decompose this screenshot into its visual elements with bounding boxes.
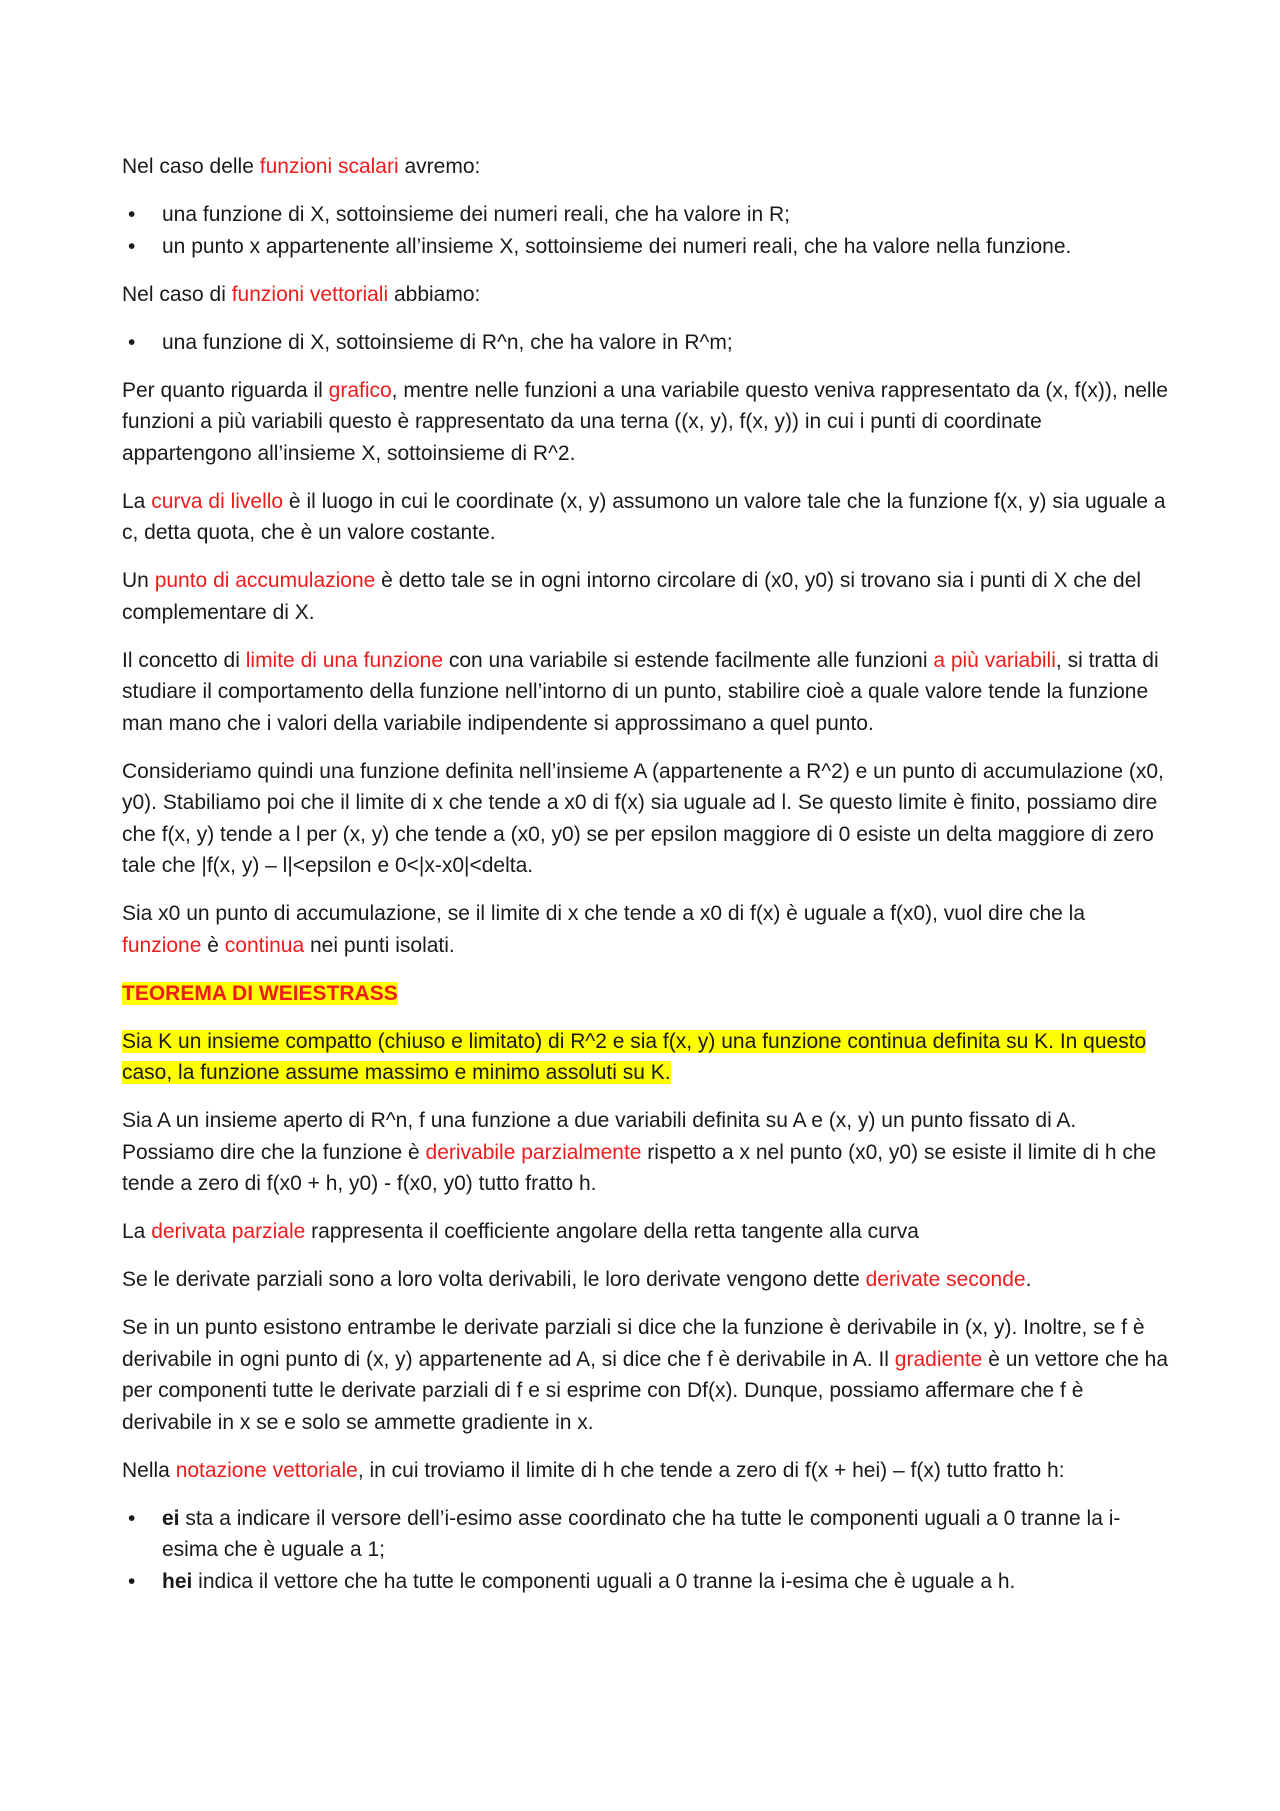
list-item: • hei indica il vettore che ha tutte le componenti uguali a 0 tranne la i-esima che è uguale a h. [122, 1566, 1170, 1598]
list-item: • una funzione di X, sottoinsieme dei numeri reali, che ha valore in R; [122, 199, 1170, 231]
paragraph-continuita: Sia x0 un punto di accumulazione, se il limite di x che tende a x0 di f(x) è uguale a f(x0), vuol dire che la funzione è continua nei punti isolati. [122, 902, 1086, 957]
theorem-text: Sia K un insieme compatto (chiuso e limitato) di R^2 e sia f(x, y) una funzione continua definita su K. In questo caso, la funzione assume massimo e minimo assoluti su K. [122, 1029, 1147, 1084]
paragraph-gradiente: Se in un punto esistono entrambe le derivate parziali si dice che la funzione è derivabile in (x, y). Inoltre, se f è derivabile in ogni punto di (x, y) appartenente ad A, si dice che f è derivabile in A. Il gradiente è un vettore che ha per componenti tutte le derivate parziali di f e si esprime con Df(x). Dunque, possiamo affermare che f è derivabile in x se e solo se ammette gradiente in x. [122, 1316, 1169, 1434]
paragraph-limit-definition: Consideriamo quindi una funzione definita nell’insieme A (appartenente a R^2) e un punto di accumulazione (x0, y0). Stabiliamo poi che il limite di x che tende a x0 di f(x) sia uguale ad l. Se questo limite è finito, possiamo dire che f(x, y) tende a l per (x, y) che tende a (x0, y0) se per epsilon maggiore di 0 esiste un delta maggiore di zero tale che |f(x, y) – l|<epsilon e 0<|x-x0|<delta. [122, 759, 1164, 877]
term-gradiente: gradiente [894, 1347, 983, 1371]
term-derivata-parziale: derivata parziale [151, 1220, 306, 1243]
term-derivabile-parzialmente: derivabile parzialmente [425, 1140, 642, 1164]
term-derivate-seconde: derivate seconde [865, 1268, 1026, 1291]
list-item: • una funzione di X, sottoinsieme di R^n, che ha valore in R^m; [122, 327, 1170, 359]
list-item: • un punto x appartenente all’insieme X, sottoinsieme dei numeri reali, che ha valore nella funzione. [122, 231, 1170, 263]
term-funzioni-scalari: funzioni scalari [259, 155, 399, 178]
paragraph-punto-di-accumulazione: Un punto di accumulazione è detto tale se in ogni intorno circolare di (x0, y0) si trovano sia i punti di X che del complementare di X. [122, 569, 1142, 624]
paragraph-limite: Il concetto di limite di una funzione con una variabile si estende facilmente alle funzioni a più variabili, si tratta di studiare il comportamento della funzione nell’intorno di un punto, stabilire cioè a quale valore tende la funzione man mano che i valori della variabile indipendente si approssimano a quel punto. [122, 648, 1159, 735]
term-limite-di-una-funzione: limite di una funzione [245, 648, 444, 672]
list-vector [122, 327, 1170, 359]
paragraph-derivata-parziale: La derivata parziale rappresenta il coefficiente angolare della retta tangente alla curva [122, 1220, 919, 1243]
theorem-heading [122, 978, 1170, 1010]
paragraph-derivate-seconde: Se le derivate parziali sono a loro volta derivabili, le loro derivate vengono dette derivate seconde. [122, 1268, 1032, 1291]
term-punto-di-accumulazione: punto di accumulazione [154, 569, 376, 592]
list-scalar [122, 199, 1170, 262]
paragraph-derivabile-parzialmente: Sia A un insieme aperto di R^n, f una funzione a due variabili definita su A e (x, y) un punto fissato di A. Possiamo dire che la funzione è derivabile parzialmente rispetto a x nel punto (x0, y0) se esiste il limite di h che tende a zero di f(x0 + h, y0) - f(x0, y0) tutto fratto h. [122, 1109, 1157, 1195]
bullet-icon: • [128, 1506, 136, 1530]
term-notazione-vettoriale: notazione vettoriale [175, 1458, 358, 1482]
term-curva-di-livello: curva di livello [151, 489, 284, 513]
paragraph-grafico: Per quanto riguarda il grafico, mentre nelle funzioni a una variabile questo veniva rappresentato da (x, f(x)), nelle funzioni a più variabili questo è rappresentato da una terna ((x, y), f(x, y)) in cui i punti di coordinate appartengono all’insieme X, sottoinsieme di R^2. [122, 378, 1168, 465]
term-grafico: grafico [328, 378, 392, 402]
term-funzioni-vettoriali: funzioni vettoriali [231, 282, 389, 306]
theorem-statement [122, 1026, 1170, 1089]
theorem-title: TEOREMA DI WEIESTRASS [122, 981, 398, 1005]
bullet-icon: • [128, 1569, 136, 1593]
paragraph-notazione-vettoriale: Nella notazione vettoriale, in cui troviamo il limite di h che tende a zero di f(x + hei) – f(x) tutto fratto h: [122, 1458, 1065, 1482]
term-continua: continua [224, 933, 305, 957]
list-item: • ei sta a indicare il versore dell’i-esimo asse coordinato che ha tutte le componenti uguali a 0 tranne la i-esima che è uguale a 1; [122, 1503, 1170, 1566]
term-funzione: funzione [122, 933, 202, 957]
term-a-piu-variabili: a più variabili [933, 648, 1056, 672]
paragraph-vector-functions: Nel caso di funzioni vettoriali abbiamo: [122, 282, 481, 306]
paragraph-scalar-functions: Nel caso delle funzioni scalari avremo: [122, 155, 481, 178]
bullet-icon: • [128, 234, 136, 258]
bullet-icon: • [128, 203, 136, 226]
paragraph-curva-di-livello: La curva di livello è il luogo in cui le coordinate (x, y) assumono un valore tale che la funzione f(x, y) sia uguale a c, detta quota, che è un valore costante. [122, 489, 1166, 544]
list-notation [122, 1503, 1170, 1598]
bullet-icon: • [128, 330, 136, 354]
